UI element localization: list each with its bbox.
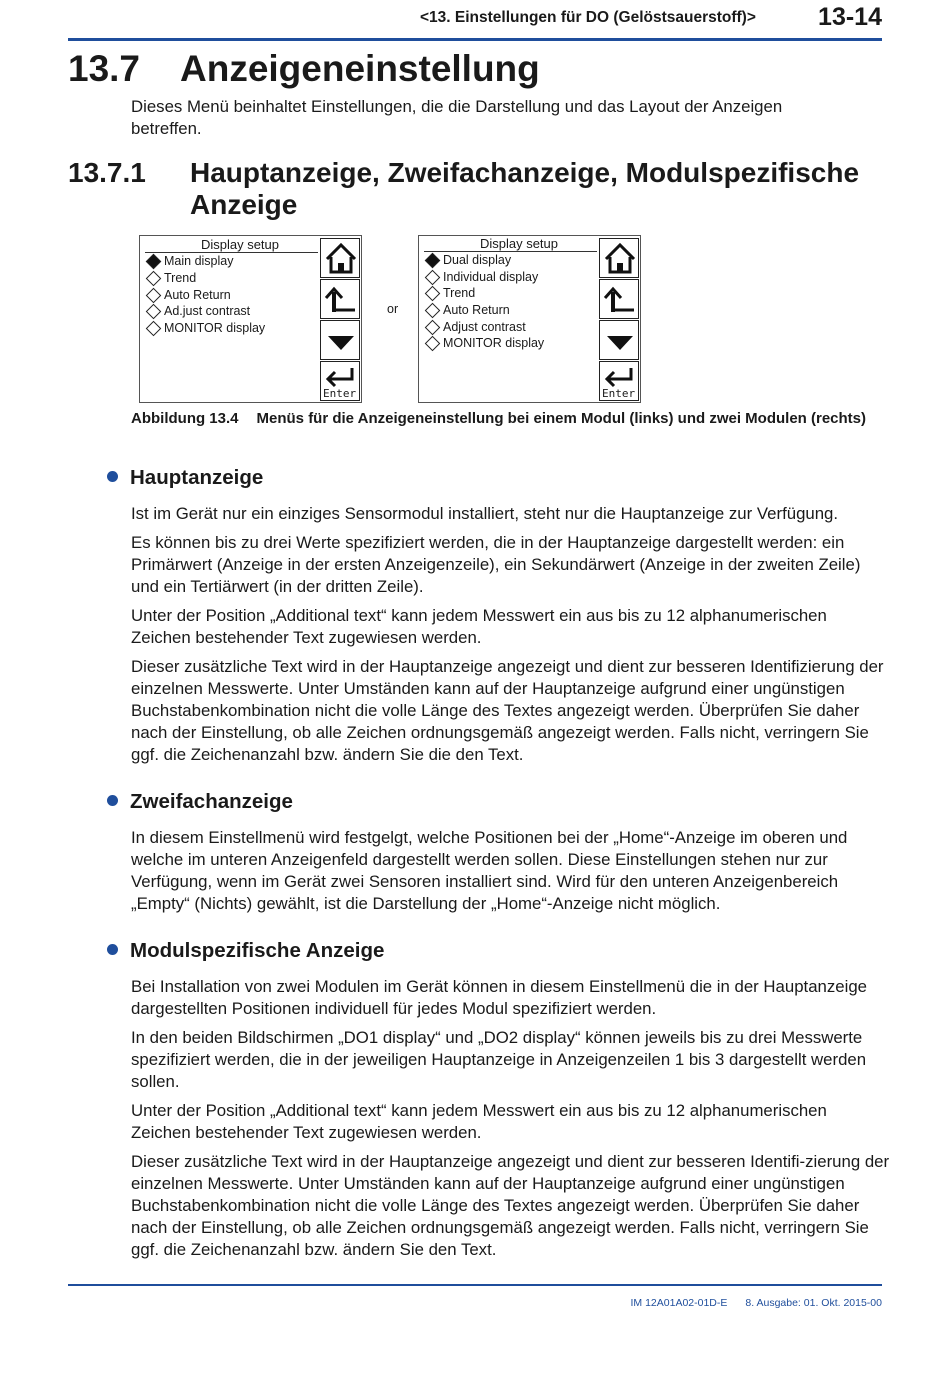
section-number: 13.7: [68, 48, 141, 89]
diamond-icon: [425, 285, 441, 301]
enter-button[interactable]: [599, 361, 639, 401]
footer: [631, 1297, 883, 1309]
menu-item-adjust-contrast[interactable]: Adjust contrast: [424, 320, 526, 334]
menu-item-main-display[interactable]: Main display: [145, 254, 233, 268]
or-label: or: [387, 302, 399, 316]
paragraph: Unter der Position „Additional text“ kann jedem Messwert ein aus bis zu 12 alphanumerischen Zeichen bestehender Text zugewiesen werden.: [131, 606, 827, 647]
subsection-number: 13.7.1: [68, 157, 146, 188]
paragraph: Unter der Position „Additional text“ kann jedem Messwert ein aus bis zu 12 alphanumerischen Zeichen bestehender Text zugewiesen werden.: [131, 1101, 827, 1142]
diamond-icon: [425, 269, 441, 285]
subsection-title-line2: Anzeige: [190, 189, 298, 220]
back-button[interactable]: [320, 279, 360, 319]
menu-item-auto-return[interactable]: Auto Return: [145, 288, 231, 302]
home-button[interactable]: [599, 238, 639, 278]
caption-number: Abbildung 13.4: [131, 410, 239, 427]
section-title: Anzeigeneinstellung: [180, 48, 540, 89]
paragraph: Dieser zusätzliche Text wird in der Hauptanzeige angezeigt und dient zur besseren Identifi-zierung der einzelnen Messwerte. Unter Umständen kann auf der Hauptanzeige aufgrund einer ungünstigen Buchstabenkombination nicht die volle Länge des Textes angezeigt werden. Überprüfen Sie daher nach der Einstellung, ob alle Zeichen ordnungsgemäß angezeigt werden. Falls nicht, verringern Sie ggf. die Zeichenanzahl bzw. ändern Sie den Text.: [131, 1152, 890, 1259]
bullet-icon: [107, 795, 118, 806]
module-display-body: [131, 976, 891, 1268]
header-rule: [68, 38, 882, 41]
running-header: <13. Einstellungen für DO (Gelöstsauerstoff)>: [420, 9, 756, 26]
screen-title: Display setup: [200, 237, 280, 252]
screen-title: Display setup: [479, 236, 559, 251]
edition: 8. Ausgabe: 01. Okt. 2015-00: [745, 1297, 882, 1309]
paragraph: Dieser zusätzliche Text wird in der Hauptanzeige angezeigt und dient zur besseren Identifizierung der einzelnen Messwerte. Unter Umständen kann auf der Hauptanzeige aufgrund einer ungünstigen Buchstabenkombination nicht die volle Länge des Textes angezeigt werden. Überprüfen Sie daher nach der Einstellung, ob alle Zeichen ordnungsgemäß angezeigt werden. Falls nicht, verringern Sie ggf. die Zeichenanzahl bzw. ändern Sie die den Text.: [131, 657, 884, 764]
home-icon: [321, 239, 361, 279]
subsection-title-line1: Hauptanzeige, Zweifachanzeige, Modulspezifische: [190, 157, 860, 188]
paragraph: In den beiden Bildschirmen „DO1 display“ und „DO2 display“ können jeweils bis zu drei Messwerte spezifiziert werden, die in der jeweiligen Hauptanzeige in Anzeigenzeilen 1 bis 3 dargestellt werden sollen.: [131, 1028, 867, 1091]
footer-rule: [68, 1284, 882, 1286]
menu-item-monitor-display[interactable]: MONITOR display: [424, 336, 544, 350]
return-arrow-icon: [321, 280, 361, 320]
screen-title-rule: [424, 251, 597, 252]
section-intro: [131, 96, 831, 147]
down-button[interactable]: [320, 320, 360, 360]
enter-label: Enter: [323, 387, 357, 400]
menu-item-trend[interactable]: Trend: [145, 271, 196, 285]
dual-display-body: [131, 827, 891, 922]
diamond-icon: [425, 335, 441, 351]
heading-main-display: Hauptanzeige: [107, 466, 263, 490]
diamond-icon: [146, 320, 162, 336]
document-id: IM 12A01A02-01D-E: [630, 1297, 728, 1309]
down-arrow-icon: [600, 321, 640, 361]
home-button[interactable]: [320, 238, 360, 278]
screen-title-rule: [145, 252, 318, 253]
caption-text: Menüs für die Anzeigeneinstellung bei einem Modul (links) und zwei Modulen (rechts): [256, 410, 867, 427]
diamond-icon: [425, 302, 441, 318]
page-number: 13-14: [818, 3, 882, 31]
back-button[interactable]: [599, 279, 639, 319]
figure-caption: [131, 410, 866, 427]
selected-diamond-icon: [146, 253, 162, 269]
down-button[interactable]: [599, 320, 639, 360]
diamond-icon: [146, 287, 162, 303]
paragraph: Es können bis zu drei Werte spezifiziert werden, die in der Hauptanzeige dargestellt werden: ein Primärwert (Anzeige in der ersten Anzeigenzeile), ein Sekundärwert (Anzeige in der zweiten Zeile) und ein Tertiärwert (in der dritten Zeile).: [131, 533, 861, 596]
intro-text: Dieses Menü beinhaltet Einstellungen, die die Darstellung und das Layout der Anzeigen betreffen.: [131, 97, 783, 138]
paragraph: Ist im Gerät nur ein einziges Sensormodul installiert, steht nur die Hauptanzeige zur Verfügung.: [131, 504, 839, 523]
return-arrow-icon: [600, 280, 640, 320]
menu-item-monitor-display[interactable]: MONITOR display: [145, 321, 265, 335]
home-icon: [600, 239, 640, 279]
selected-diamond-icon: [425, 252, 441, 268]
display-setup-screen-single: [139, 235, 362, 403]
enter-label: Enter: [602, 387, 636, 400]
heading-module-display: Modulspezifische Anzeige: [107, 939, 384, 963]
menu-item-individual-display[interactable]: Individual display: [424, 270, 538, 284]
diamond-icon: [146, 303, 162, 319]
down-arrow-icon: [321, 321, 361, 361]
menu-item-auto-return[interactable]: Auto Return: [424, 303, 510, 317]
main-display-body: [131, 503, 891, 773]
diamond-icon: [425, 319, 441, 335]
heading-dual-display: Zweifachanzeige: [107, 790, 293, 814]
paragraph: In diesem Einstellmenü wird festgelgt, welche Positionen bei der „Home“-Anzeige im oberen und welche im unteren Anzeigenfeld dargestellt werden sollen. Diese Einstellungen stehen nur zur Verfügung, wenn im Gerät zwei Sensoren installiert sind. Wird für den unteren Anzeigenbereich „Empty“ (Nichts) gewählt, ist die Darstellung der „Home“-Anzeige nicht möglich.: [131, 828, 848, 913]
enter-button[interactable]: [320, 361, 360, 401]
menu-item-adjust-contrast[interactable]: Ad.just contrast: [145, 304, 250, 318]
menu-item-dual-display[interactable]: Dual display: [424, 253, 511, 267]
paragraph: Bei Installation von zwei Modulen im Gerät können in diesem Einstellmenü die in der Hauptanzeige dargestellten Positionen individuell für jedes Modul spezifiziert werden.: [131, 977, 867, 1018]
bullet-icon: [107, 471, 118, 482]
display-setup-screen-dual: [418, 235, 641, 403]
menu-item-trend[interactable]: Trend: [424, 286, 475, 300]
diamond-icon: [146, 270, 162, 286]
bullet-icon: [107, 944, 118, 955]
